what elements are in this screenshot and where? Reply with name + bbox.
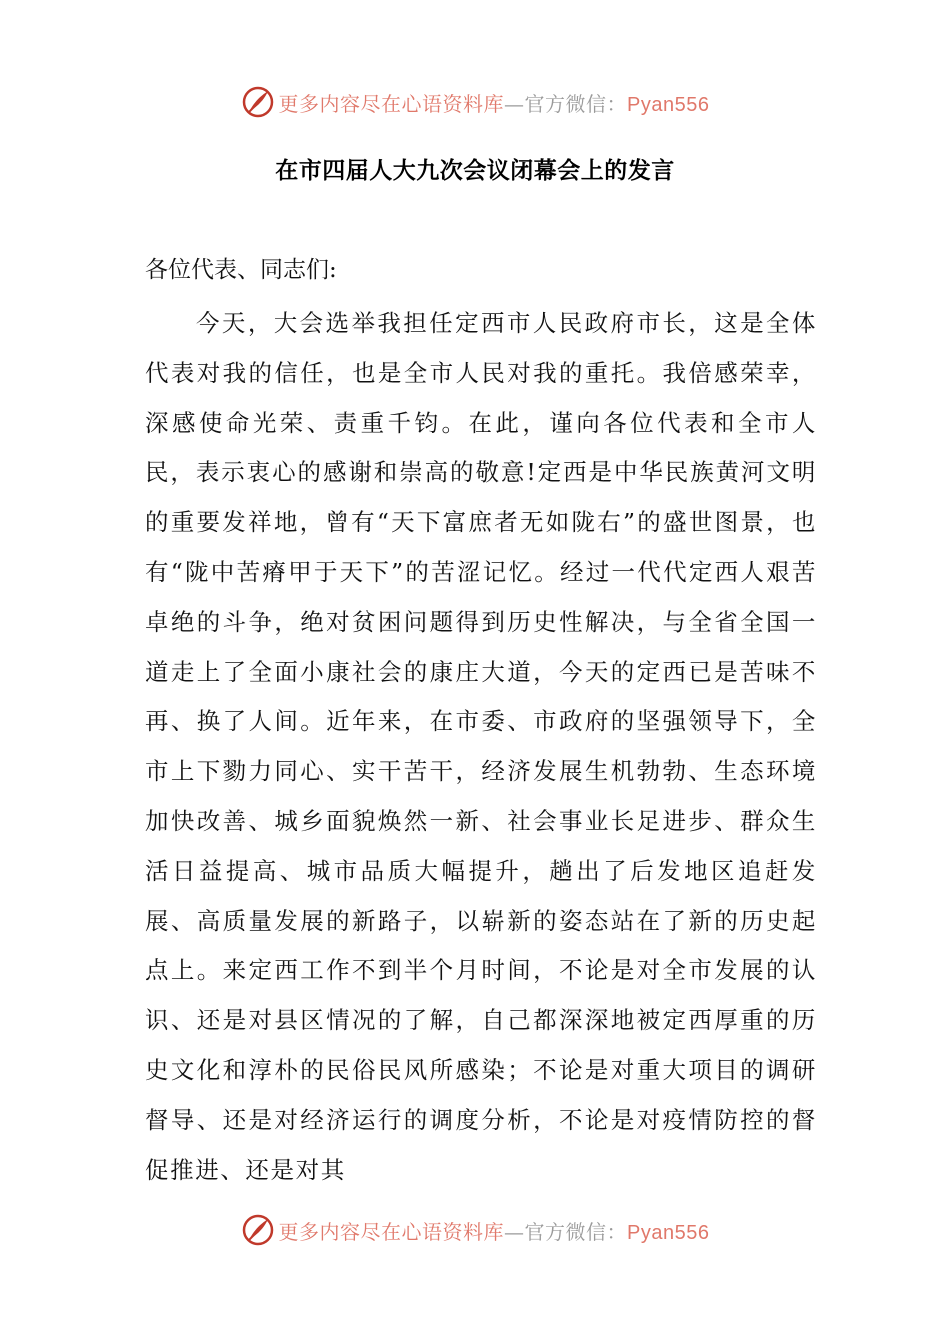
banner-official-text: 官方微信： [524, 91, 628, 116]
banner-main-text: 更多内容尽在心语资料库 [278, 1219, 505, 1244]
quill-pen-logo-icon [241, 1213, 275, 1247]
banner-main-text: 更多内容尽在心语资料库 [278, 91, 505, 116]
banner-dash: — [504, 91, 525, 116]
banner-dash: — [504, 1219, 525, 1244]
watermark-banner-bottom [0, 1210, 950, 1250]
salutation: 各位代表、同志们: [145, 257, 337, 283]
document-title: 在市四届人大九次会议闭幕会上的发言 [275, 158, 675, 184]
body-paragraph: 今天，大会选举我担任定西市人民政府市长，这是全体代表对我的信任，也是全市人民对我的重托。我倍感荣幸，深感使命光荣、责重千钧。在此，谨向各位代表和全市人民，表示衷心的感谢和崇高的敬意!定西是中华民族黄河文明的重要发祥地，曾有“天下富庶者无如陇右”的盛世图景，也有“陇中苦瘠甲于天下”的苦涩记忆。经过一代代定西人艰苦卓绝的斗争，绝对贫困问题得到历史性解决，与全省全国一道走上了全面小康社会的康庄大道，今天的定西已是苦味不再、换了人间。近年来，在市委、市政府的坚强领导下，全市上下勠力同心、实干苦干，经济发展生机勃勃、生态环境加快改善、城乡面貌焕然一新、社会事业长足进步、群众生活日益提高、城市品质大幅提升，趟出了后发地区追赶发展、高质量发展的新路子，以崭新的姿态站在了新的历史起点上。来定西工作不到半个月时间，不论是对全市发展的认识、还是对县区情况的了解，自己都深深地被定西厚重的历史文化和淳朴的民俗民风所感染；不论是对重大项目的调研督导、还是对经济运行的调度分析，不论是对疫情防控的督促推进、还是对其 [145, 309, 817, 1184]
watermark-banner-top [0, 82, 950, 122]
banner-text [279, 1216, 710, 1245]
quill-pen-logo-icon [241, 85, 275, 119]
banner-wechat-id: Pyan556 [627, 93, 710, 116]
banner-official-text: 官方微信： [524, 1219, 628, 1244]
banner-wechat-id: Pyan556 [627, 1221, 710, 1244]
banner-text [279, 88, 710, 117]
